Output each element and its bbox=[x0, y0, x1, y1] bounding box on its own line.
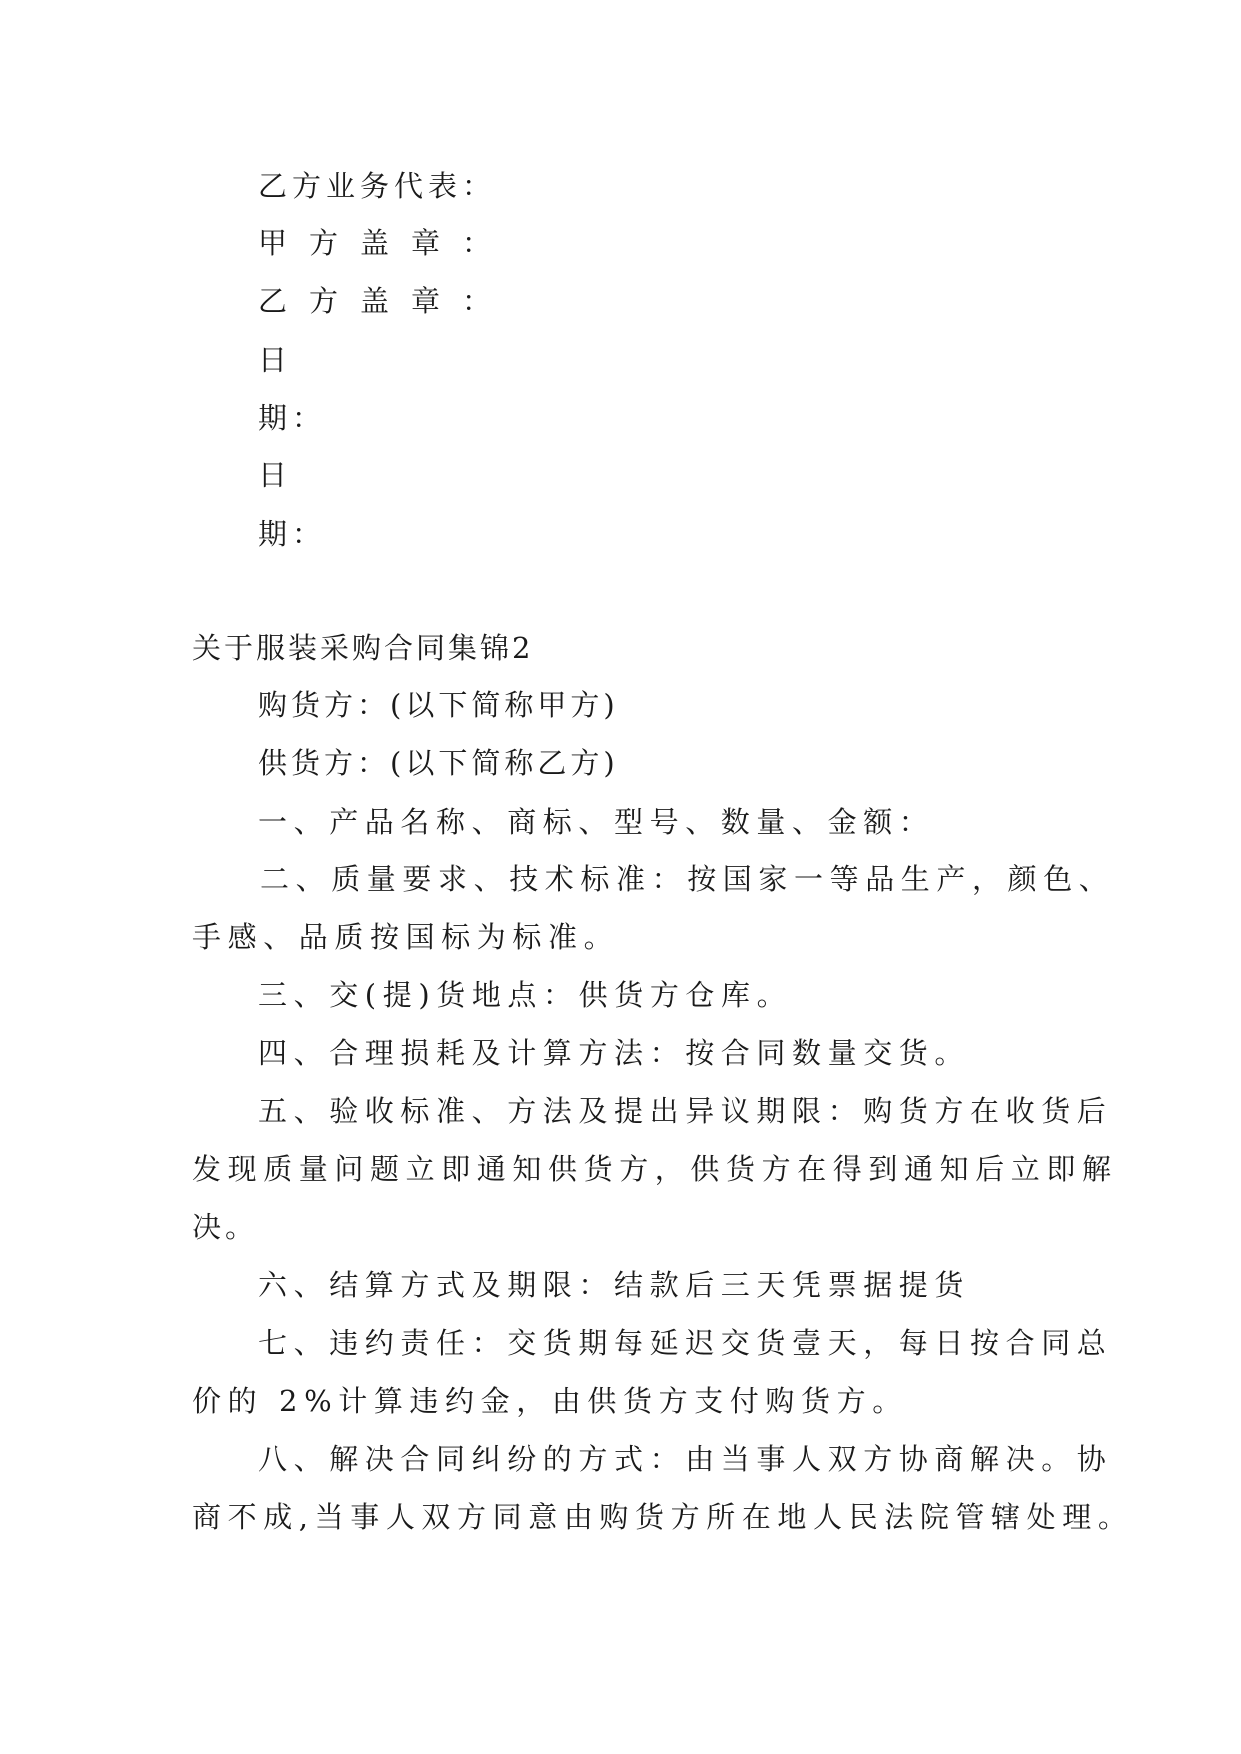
date-label-1-rest: 期： bbox=[258, 401, 327, 435]
clause-6: 六、结算方式及期限：结款后三天凭票据提货 bbox=[258, 1268, 971, 1302]
party-a-seal-label: 甲方盖章： bbox=[258, 226, 514, 260]
party-b-seal-label: 乙方盖章： bbox=[258, 284, 514, 318]
buyer-line: 购货方：(以下简称甲方) bbox=[258, 688, 619, 722]
clause-5-line-1: 五、验收标准、方法及提出异议期限：购货方在收货后 bbox=[258, 1094, 1113, 1128]
clause-2-line-1: 二、质量要求、技术标准：按国家一等品生产，颜色、 bbox=[260, 862, 1115, 896]
party-b-representative-label: 乙方业务代表： bbox=[258, 169, 497, 203]
contract-title: 关于服装采购合同集锦2 bbox=[192, 631, 534, 665]
date-label-2-char: 日 bbox=[258, 458, 293, 492]
date-label-2-rest: 期： bbox=[258, 517, 327, 551]
clause-2-line-2: 手感、品质按国标为标准。 bbox=[192, 920, 620, 954]
clause-8-line-2: 商不成,当事人双方同意由购货方所在地人民法院管辖处理。 bbox=[192, 1500, 1134, 1534]
clause-3: 三、交(提)货地点：供货方仓库。 bbox=[258, 978, 793, 1012]
supplier-line: 供货方：(以下简称乙方) bbox=[258, 746, 619, 780]
clause-5-line-2: 发现质量问题立即通知供货方，供货方在得到通知后立即解 bbox=[192, 1152, 1118, 1186]
clause-7-line-1: 七、违约责任：交货期每延迟交货壹天，每日按合同总 bbox=[258, 1326, 1113, 1360]
clause-7-line-2: 价的 2%计算违约金，由供货方支付购货方。 bbox=[192, 1384, 908, 1418]
clause-5-line-3: 决。 bbox=[192, 1210, 259, 1244]
clause-1: 一、产品名称、商标、型号、数量、金额： bbox=[258, 805, 935, 839]
clause-8-line-1: 八、解决合同纠纷的方式：由当事人双方协商解决。协 bbox=[258, 1442, 1113, 1476]
clause-4: 四、合理损耗及计算方法：按合同数量交货。 bbox=[258, 1036, 971, 1070]
date-label-1-char: 日 bbox=[258, 343, 293, 377]
